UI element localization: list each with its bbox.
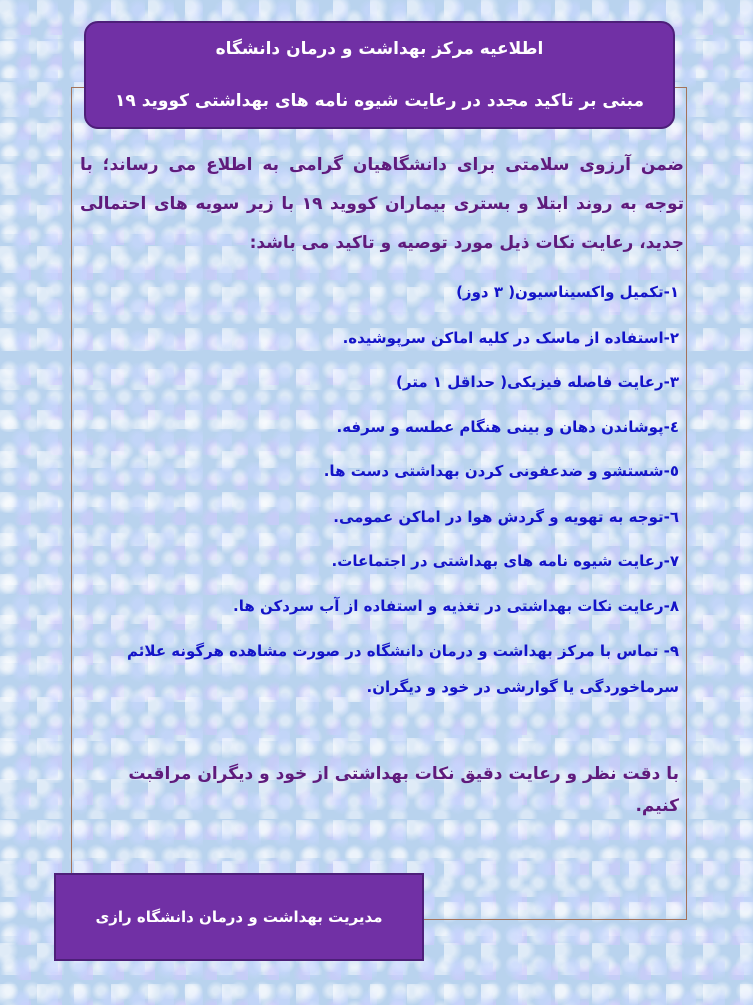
- list-item: ۹- تماس با مرکز بهداشت و درمان دانشگاه در صورت مشاهده هرگونه علائم سرماخوردگی یا گوارشی در خود و دیگران.: [127, 642, 679, 696]
- list-item: ۱-تکمیل واکسیناسیون( ۳ دوز): [456, 283, 679, 301]
- list-item: ٦-توجه به تهویه و گردش هوا در اماکن عمومی.: [333, 508, 679, 526]
- list-item: ٤-پوشاندن دهان و بینی هنگام عطسه و سرفه.: [336, 418, 679, 436]
- header-subtitle: مبنی بر تاکید مجدد در رعایت شیوه نامه های بهداشتی کووید ۱۹: [115, 91, 644, 111]
- intro-paragraph: ضمن آرزوی سلامتی برای دانشگاهیان گرامی به اطلاع می رساند؛ با توجه به روند ابتلا و بستری بیماران کووید ۱۹ با زیر سویه های احتمالی جدید، رعایت نکات ذیل مورد توصیه و تاکید می باشد:: [80, 155, 684, 253]
- list-item: ۳-رعایت فاصله فیزیکی( حداقل ۱ متر): [396, 373, 679, 391]
- list-item: ۲-استفاده از ماسک در کلیه اماکن سرپوشیده.: [342, 329, 679, 347]
- closing-statement: با دقت نظر و رعایت دقیق نکات بهداشتی از خود و دیگران مراقبت کنیم.: [128, 764, 679, 816]
- list-item: ۸-رعایت نکات بهداشتی در تغذیه و استفاده از آب سردکن ها.: [233, 597, 679, 615]
- announcement-header: [84, 21, 675, 129]
- footer-signature: مدیریت بهداشت و درمان دانشگاه رازی: [54, 873, 424, 961]
- list-item: ۷-رعایت شیوه نامه های بهداشتی در اجتماعات.: [331, 552, 679, 570]
- list-item: ٥-شستشو و ضدعفونی کردن بهداشتی دست ها.: [323, 462, 679, 480]
- header-title: اطلاعیه مرکز بهداشت و درمان دانشگاه: [215, 39, 544, 59]
